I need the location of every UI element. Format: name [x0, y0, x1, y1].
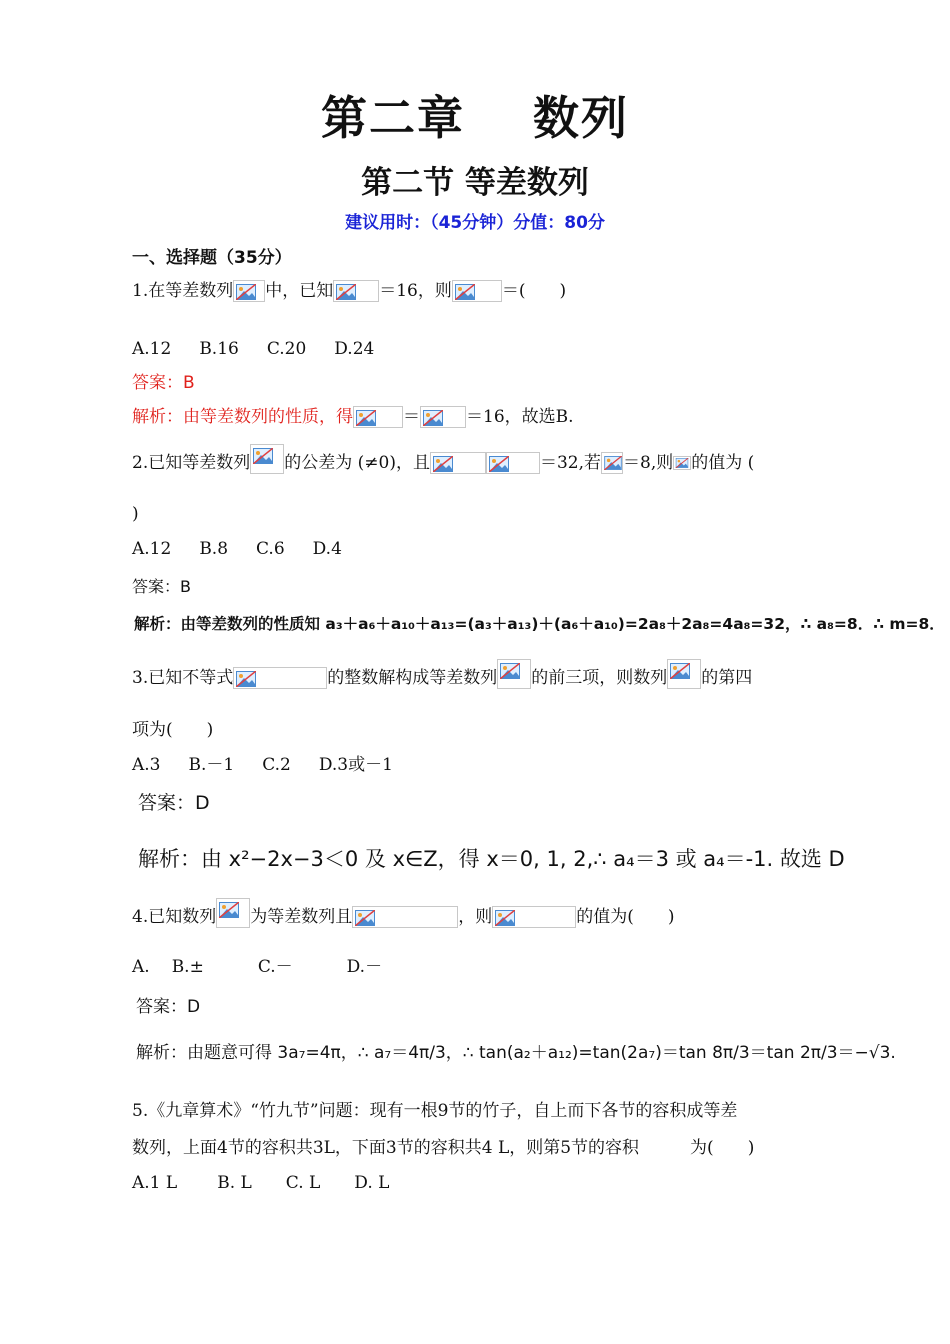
option-a: A.: [132, 957, 150, 977]
option-b: B. L: [217, 1173, 252, 1193]
option-b: B.16: [199, 339, 239, 359]
chapter-title: 第二章 数列: [320, 91, 629, 145]
broken-image-icon: [333, 280, 379, 302]
question-3: 3.已知不等式 的整数解构成等差数列 的前三项，则数列 的第四: [132, 659, 752, 689]
q1-answer: 答案：B: [132, 373, 195, 393]
option-c: C. L: [285, 1173, 321, 1193]
broken-image-icon: [667, 659, 701, 689]
question-2: 2.已知等差数列 的公差为 (≠0)，且 ＝32,若 ＝8,则 的值为 (: [132, 444, 754, 474]
broken-image-icon: [250, 444, 284, 474]
broken-image-icon: [352, 906, 458, 928]
section-heading: 一、选择题（35分）: [132, 248, 292, 268]
q4-options: [132, 956, 410, 978]
option-b: B.8: [199, 539, 229, 559]
broken-image-icon: [233, 667, 327, 689]
broken-image-icon: [492, 906, 576, 928]
question-4: 4.已知数列 为等差数列且 ，则 的值为( ): [132, 898, 675, 928]
broken-image-icon: [420, 406, 466, 428]
option-a: A.1 L: [132, 1173, 178, 1193]
broken-image-icon: [601, 452, 623, 474]
q3-line2: 项为( ): [132, 720, 214, 740]
q2-answer: 答案：B: [132, 577, 191, 596]
q5-options: [132, 1172, 417, 1194]
section-title: 第二节 等差数列: [361, 165, 589, 201]
option-a: A.12: [132, 539, 172, 559]
question-5-line2: 数列，上面4节的容积共3L，下面3节的容积共4 L，则第5节的容积 为( ): [132, 1138, 755, 1158]
q3-options: [132, 754, 421, 776]
q2-analysis: 解析：由等差数列的性质知 a₃＋a₆＋a₁₀＋a₁₃=(a₃＋a₁₃)＋(a₆＋a₁₀)=2a₈＋2a₈=4a₈=32，∴ a₈=8．∴ m=8．: [134, 615, 945, 633]
broken-image-icon: [486, 452, 540, 474]
q2-options: [132, 538, 370, 560]
option-c: C.20: [266, 339, 307, 359]
q1-analysis: 解析：由等差数列的性质，得 ＝ ＝16，故选B.: [132, 407, 574, 427]
option-b: B.－1: [188, 755, 235, 775]
broken-image-icon: [233, 280, 265, 302]
option-d: D.24: [334, 339, 375, 359]
option-d: D.－: [346, 957, 383, 977]
q4-analysis: 解析：由题意可得 3a₇=4π，∴ a₇＝4π/3，∴ tan(a₂＋a₁₂)=tan(2a₇)＝tan 8π/3＝tan 2π/3＝−√3.: [136, 1043, 896, 1063]
broken-image-icon: [673, 456, 691, 470]
q4-answer: 答案：D: [136, 997, 201, 1017]
time-hint: 建议用时：（45分钟）分值：80分: [345, 213, 605, 233]
option-a: A.3: [132, 755, 161, 775]
option-c: C.－: [257, 957, 293, 977]
option-b: B.±: [171, 957, 204, 977]
option-c: C.6: [256, 539, 285, 559]
broken-image-icon: [452, 280, 502, 302]
option-c: C.2: [262, 755, 291, 775]
option-a: A.12: [132, 339, 172, 359]
broken-image-icon: [430, 452, 486, 474]
question-1: 1.在等差数列 中，已知 ＝16，则 ＝( ): [132, 281, 567, 301]
broken-image-icon: [353, 406, 403, 428]
broken-image-icon: [497, 659, 531, 689]
option-d: D.4: [312, 539, 342, 559]
broken-image-icon: [216, 898, 250, 928]
question-5-line1: 5.《九章算术》“竹九节”问题：现有一根9节的竹子，自上而下各节的容积成等差: [132, 1101, 738, 1121]
q2-line2: ): [132, 504, 139, 524]
option-d: D. L: [354, 1173, 390, 1193]
q1-options: [132, 338, 402, 360]
q3-analysis: 解析：由 x²−2x−3＜0 及 x∈Z，得 x＝0, 1, 2,∴ a₄＝3 或 a₄＝-1. 故选 D: [138, 847, 845, 871]
option-d: D.3或－1: [318, 755, 393, 775]
q3-answer: 答案：D: [138, 792, 210, 814]
